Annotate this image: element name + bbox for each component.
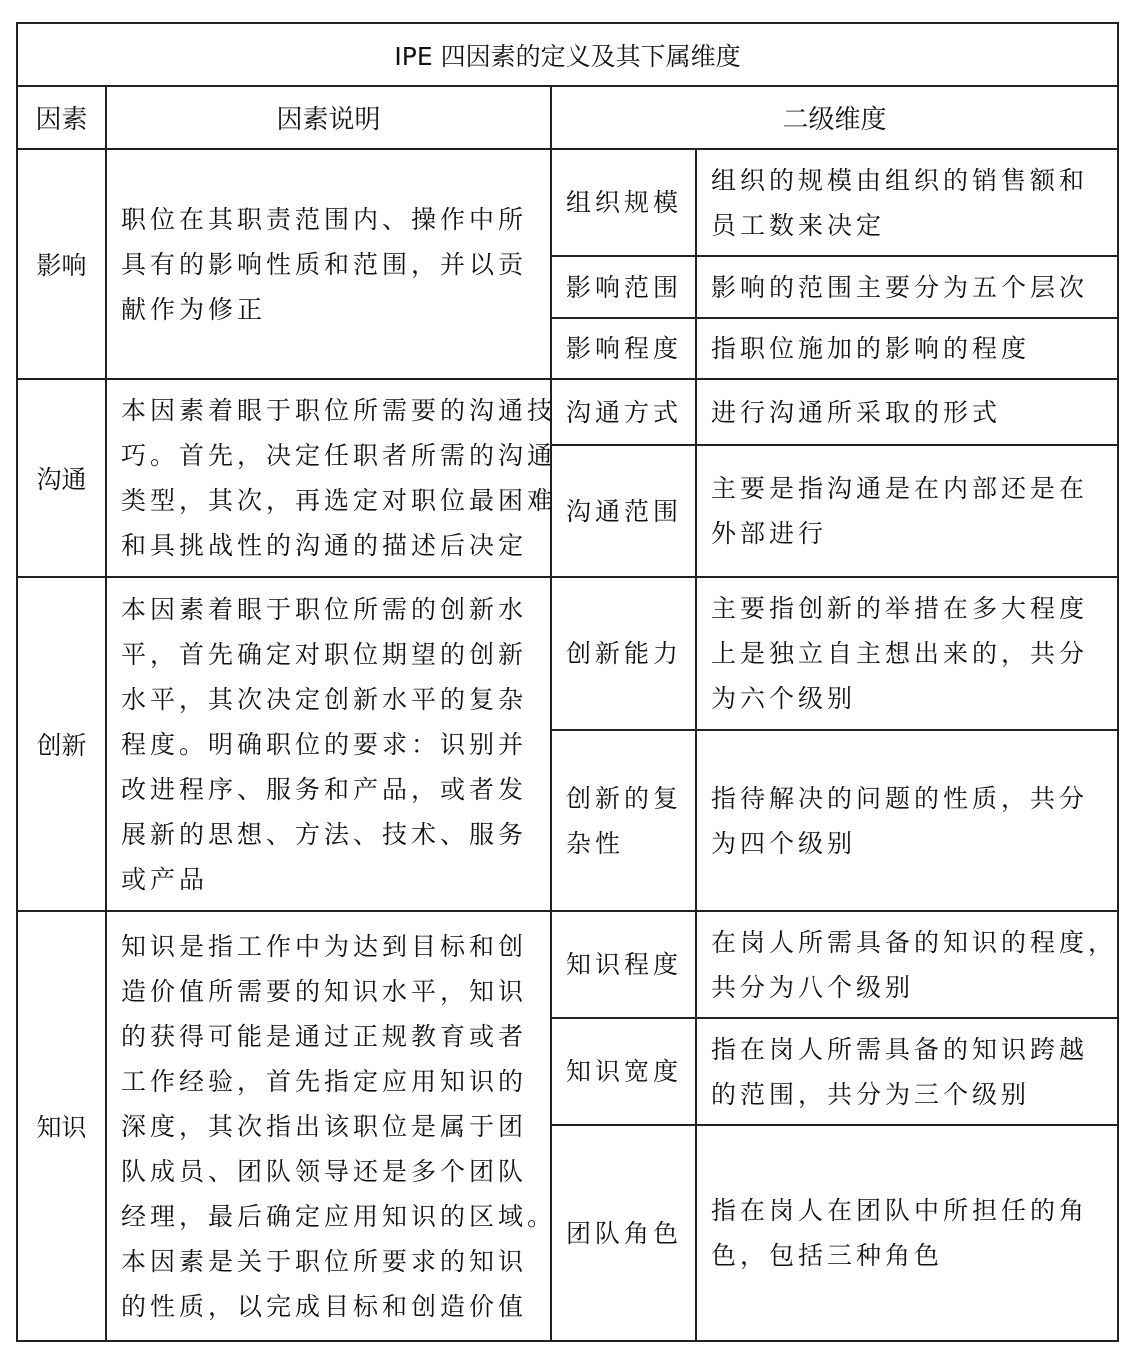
text-line: 类型，其次，再选定对职位最困难 bbox=[121, 486, 557, 515]
factor-name: 影响 bbox=[17, 149, 106, 379]
text-line: 主要指创新的举措在多大程度 bbox=[711, 594, 1089, 623]
text-line: 影响范围 bbox=[566, 272, 683, 302]
text-line: 外部进行 bbox=[711, 519, 828, 548]
text-line: 知识宽度 bbox=[566, 1057, 683, 1086]
text-line: 为四个级别 bbox=[711, 828, 857, 858]
table-row bbox=[17, 911, 1118, 1018]
table-row bbox=[17, 379, 1118, 445]
factor-name: 沟通 bbox=[17, 379, 106, 577]
text-line: 影响程度 bbox=[566, 334, 683, 363]
sub-dimension-name bbox=[551, 577, 696, 730]
text-line: 沟通方式 bbox=[566, 397, 683, 427]
text-line: 影响的范围主要分为五个层次 bbox=[711, 272, 1089, 302]
text-line: 展新的思想、方法、技术、服务 bbox=[121, 819, 528, 849]
text-line: 指在岗人所需具备的知识跨越 bbox=[711, 1034, 1089, 1064]
header-description: 因素说明 bbox=[106, 86, 551, 149]
sub-dimension-name bbox=[551, 256, 696, 318]
text-line: 具有的影响性质和范围，并以贡 bbox=[121, 249, 528, 279]
sub-dimension-detail bbox=[696, 911, 1118, 1018]
text-line: 本因素着眼于职位所需要的沟通技 bbox=[121, 396, 557, 425]
sub-dimension-detail bbox=[696, 577, 1118, 730]
sub-dimension-detail bbox=[696, 318, 1118, 379]
table-title: IPE 四因素的定义及其下属维度 bbox=[17, 23, 1118, 86]
text-line: 上是独立自主想出来的，共分 bbox=[711, 639, 1089, 668]
text-line: 改进程序、服务和产品，或者发 bbox=[121, 774, 528, 804]
sub-dimension-name bbox=[551, 1125, 696, 1341]
sub-dimension-name bbox=[551, 149, 696, 256]
text-line: 指待解决的问题的性质，共分 bbox=[711, 783, 1089, 813]
text-line: 造价值所需要的知识水平，知识 bbox=[121, 976, 528, 1006]
sub-dimension-detail bbox=[696, 1125, 1118, 1341]
text-line: 本因素着眼于职位所需的创新水 bbox=[121, 594, 528, 624]
factor-name: 知识 bbox=[17, 911, 106, 1341]
text-line: 巧。首先，决定任职者所需的沟通 bbox=[121, 441, 557, 470]
text-line: 平，首先确定对职位期望的创新 bbox=[121, 639, 528, 669]
factor-description bbox=[106, 911, 557, 1341]
text-line: 主要是指沟通是在内部还是在 bbox=[711, 474, 1089, 503]
text-line: 为六个级别 bbox=[711, 684, 857, 713]
text-line: 指职位施加的影响的程度 bbox=[711, 334, 1031, 363]
text-line: 创新能力 bbox=[566, 639, 683, 668]
sub-dimension-name bbox=[551, 318, 696, 379]
text-line: 水平，其次决定创新水平的复杂 bbox=[121, 684, 528, 714]
text-line: 共分为八个级别 bbox=[711, 972, 915, 1002]
table-row bbox=[17, 577, 1118, 730]
text-line: 员工数来决定 bbox=[711, 210, 886, 240]
text-line: 在岗人所需具备的知识的程度， bbox=[711, 927, 1118, 957]
sub-dimension-detail bbox=[696, 1018, 1118, 1125]
text-line: 的性质，以完成目标和创造价值 bbox=[121, 1291, 528, 1321]
header-factor: 因素 bbox=[17, 86, 106, 149]
sub-dimension-name bbox=[551, 1018, 696, 1125]
sub-dimension-name bbox=[551, 730, 696, 911]
text-line: 色，包括三种角色 bbox=[711, 1241, 944, 1270]
sub-dimension-name bbox=[551, 911, 696, 1018]
text-line: 进行沟通所采取的形式 bbox=[711, 397, 1002, 427]
sub-dimension-detail bbox=[696, 445, 1118, 577]
sub-dimension-detail bbox=[696, 379, 1118, 445]
table-row bbox=[17, 149, 1118, 256]
text-line: 组织的规模由组织的销售额和 bbox=[711, 165, 1089, 195]
sub-dimension-detail bbox=[696, 149, 1118, 256]
text-line: 组织规模 bbox=[566, 188, 683, 217]
sub-dimension-name bbox=[551, 445, 696, 577]
factor-description bbox=[106, 149, 551, 379]
text-line: 的获得可能是通过正规教育或者 bbox=[121, 1021, 528, 1051]
text-line: 指在岗人在团队中所担任的角 bbox=[711, 1196, 1089, 1225]
text-line: 深度，其次指出该职位是属于团 bbox=[121, 1111, 528, 1141]
text-line: 和具挑战性的沟通的描述后决定 bbox=[121, 531, 528, 560]
sub-dimension-detail bbox=[696, 256, 1118, 318]
text-line: 工作经验，首先指定应用知识的 bbox=[121, 1066, 528, 1096]
ipe-factors-table bbox=[16, 22, 1119, 1342]
text-line: 知识是指工作中为达到目标和创 bbox=[121, 931, 528, 961]
text-line: 或产品 bbox=[121, 864, 209, 894]
text-line: 团队角色 bbox=[566, 1218, 683, 1248]
text-line: 职位在其职责范围内、操作中所 bbox=[121, 204, 528, 234]
text-line: 经理，最后确定应用知识的区域。 bbox=[121, 1201, 557, 1231]
text-line: 知识程度 bbox=[566, 950, 683, 979]
text-line: 创新的复 bbox=[566, 783, 683, 813]
text-line: 本因素是关于职位所要求的知识 bbox=[121, 1246, 528, 1276]
factor-description bbox=[106, 577, 551, 911]
text-line: 程度。明确职位的要求：识别并 bbox=[121, 729, 528, 759]
factor-description bbox=[106, 379, 557, 577]
factor-name: 创新 bbox=[17, 577, 106, 911]
text-line: 杂性 bbox=[566, 828, 625, 858]
text-line: 队成员、团队领导还是多个团队 bbox=[121, 1156, 528, 1186]
text-line: 献作为修正 bbox=[121, 294, 267, 324]
sub-dimension-name bbox=[551, 379, 696, 445]
text-line: 沟通范围 bbox=[566, 496, 683, 526]
text-line: 的范围，共分为三个级别 bbox=[711, 1079, 1031, 1109]
header-sub-dimension: 二级维度 bbox=[551, 86, 1118, 149]
sub-dimension-detail bbox=[696, 730, 1118, 911]
